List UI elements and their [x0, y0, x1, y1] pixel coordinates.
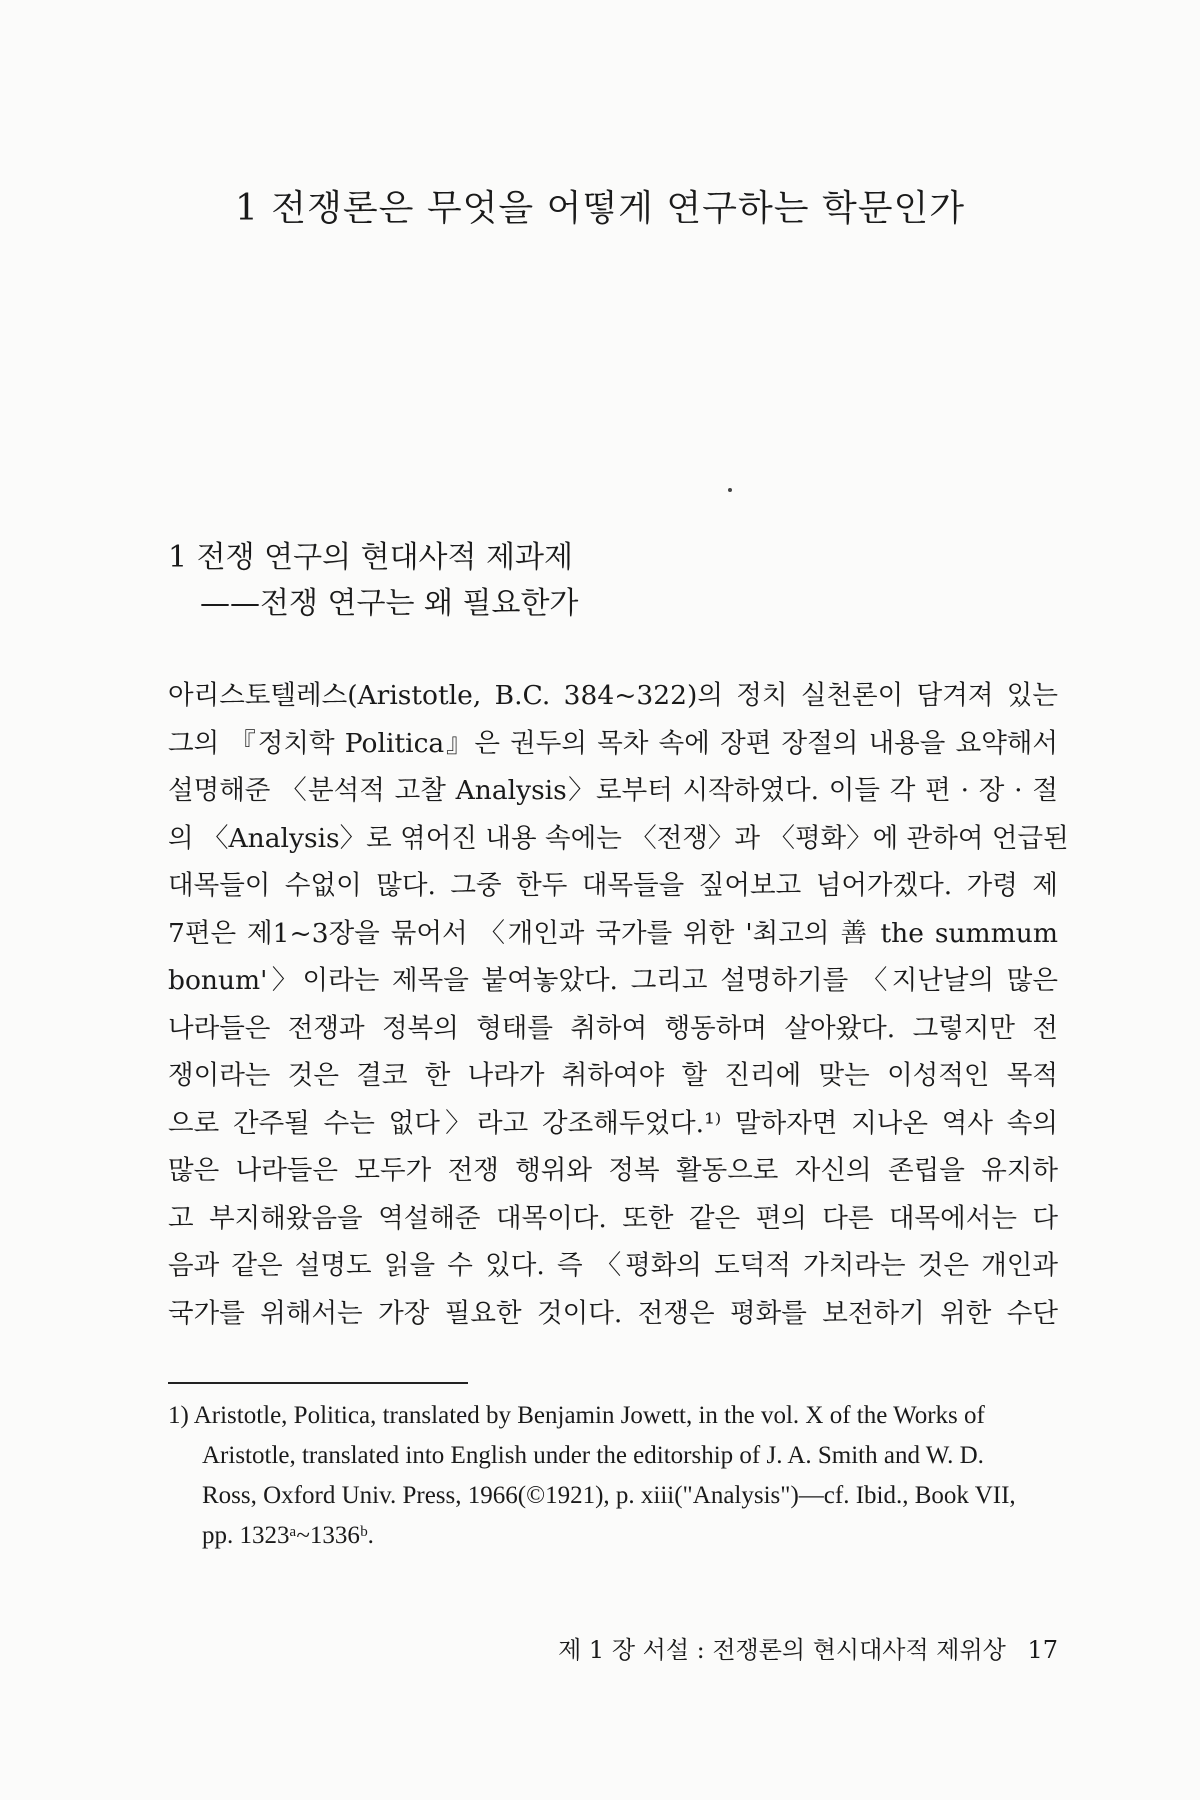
footnote	[168, 1396, 1058, 1556]
running-footer	[558, 1630, 1058, 1665]
body-paragraph	[168, 672, 1069, 1337]
body-line: 으로 간주될 수는 없다〉라고 강조해두었다.¹⁾ 말하자면 지나온 역사 속의	[168, 1107, 1058, 1139]
body-line: 대목들이 수없이 많다. 그중 한두 대목들을 짚어보고 넘어가겠다. 가령 제	[168, 870, 1058, 901]
footnote-line: 1) Aristotle, Politica, translated by Benjamin Jowett, in the vol. X of the Works of	[168, 1402, 985, 1429]
running-head: 제 1 장 서설 : 전쟁론의 현시대사적 제위상	[558, 1636, 1006, 1664]
body-line: 많은 나라들은 모두가 전쟁 행위와 정복 활동으로 자신의 존립을 유지하	[168, 1155, 1058, 1186]
body-line: 쟁이라는 것은 결코 한 나라가 취하여야 할 진리에 맞는 이성적인 목적	[168, 1060, 1058, 1091]
body-line: 7편은 제1~3장을 묶어서 〈개인과 국가를 위한 '최고의 善 the summum	[168, 917, 1058, 949]
body-line: 그의 『정치학 Politica』은 권두의 목차 속에 장편 장절의 내용을 요약해서	[168, 727, 1058, 759]
body-line: 음과 같은 설명도 읽을 수 있다. 즉 〈평화의 도덕적 가치라는 것은 개인과	[168, 1250, 1058, 1281]
footnote-divider	[168, 1382, 468, 1384]
chapter-title: 1 전쟁론은 무엇을 어떻게 연구하는 학문인가	[234, 188, 966, 229]
section-subheading: ——전쟁 연구는 왜 필요한가	[200, 586, 579, 621]
body-line: 나라들은 전쟁과 정복의 형태를 취하여 행동하며 살아왔다. 그렇지만 전	[168, 1012, 1058, 1044]
footnote-line: Ross, Oxford Univ. Press, 1966(©1921), p. xiii("Analysis")—cf. Ibid., Book VII,	[202, 1482, 1016, 1509]
section-heading: 1 전쟁 연구의 현대사적 제과제	[168, 540, 573, 575]
body-line: bonum'〉이라는 제목을 붙여놓았다. 그리고 설명하기를 〈지난날의 많은	[168, 965, 1058, 996]
stray-dot	[728, 488, 732, 492]
footnote-line: pp. 1323ᵃ~1336ᵇ.	[202, 1522, 374, 1549]
body-line: 설명해준 〈분석적 고찰 Analysis〉로부터 시작하였다. 이들 각 편 · 장 · 절	[168, 775, 1058, 806]
body-line: 의 〈Analysis〉로 엮어진 내용 속에는 〈전쟁〉과 〈평화〉에 관하여 언급된	[168, 822, 1069, 854]
page-number: 17	[1027, 1636, 1058, 1664]
body-line: 고 부지해왔음을 역설해준 대목이다. 또한 같은 편의 다른 대목에서는 다	[168, 1202, 1058, 1234]
body-line: 아리스토텔레스(Aristotle, B.C. 384~322)의 정치 실천론이 담겨져 있는	[168, 680, 1058, 711]
body-line: 국가를 위해서는 가장 필요한 것이다. 전쟁은 평화를 보전하기 위한 수단	[168, 1297, 1058, 1329]
footnote-line: Aristotle, translated into English under the editorship of J. A. Smith and W. D.	[202, 1442, 984, 1469]
